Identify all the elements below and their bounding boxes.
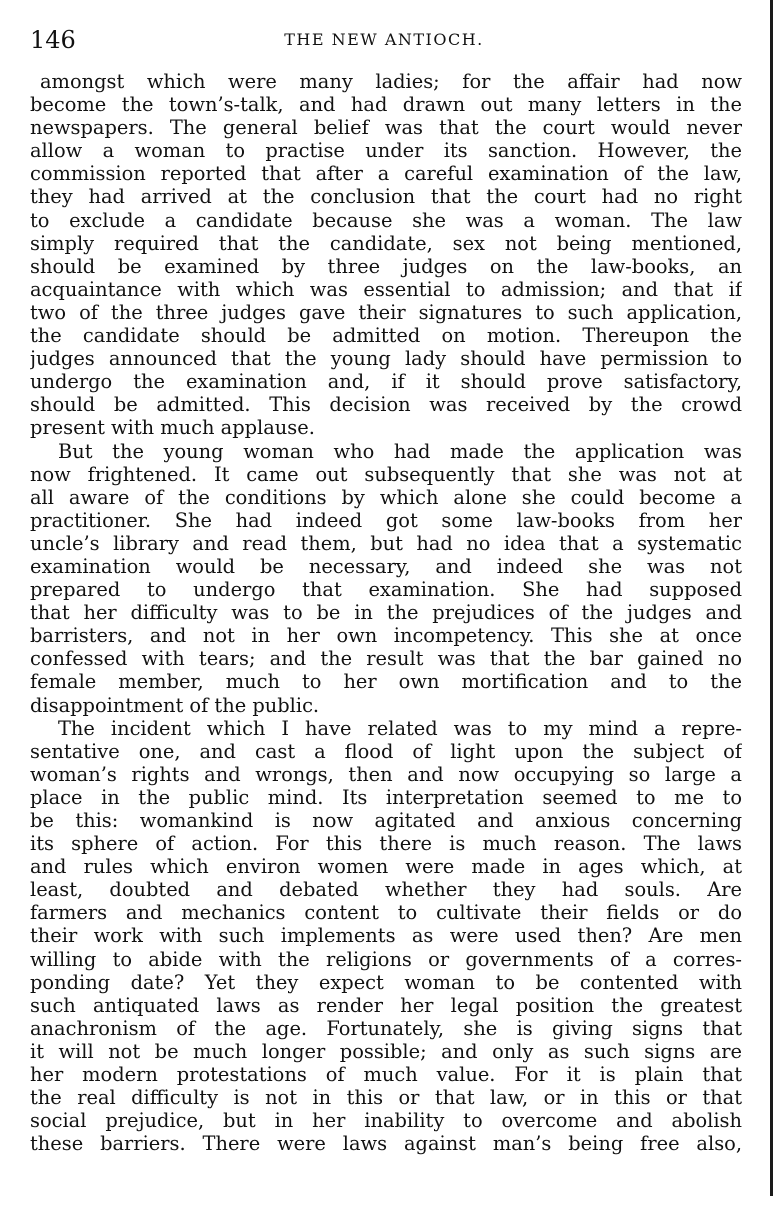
text-line: ponding date? Yet they expect woman to be contented with	[30, 970, 742, 994]
text-line: least, doubted and debated whether they had souls. Are	[30, 878, 742, 902]
text-line: woman’s rights and wrongs, then and now occupying so large a	[30, 762, 742, 786]
paragraph-end-line: disappointment of the public.	[30, 693, 320, 717]
text-line: examination would be necessary, and indeed she was not	[30, 554, 742, 578]
text-line: amongst which were many ladies; for the affair had now	[40, 70, 742, 93]
running-title: THE NEW ANTIOCH.	[284, 30, 484, 49]
page-edge-rule	[770, 0, 773, 1196]
text-line: uncle’s library and read them, but had no idea that a systematic	[30, 531, 742, 555]
text-line: to exclude a candidate because she was a woman. The law	[30, 208, 742, 232]
text-line: all aware of the conditions by which alone she could become a	[30, 485, 742, 509]
paragraph-end-line: present with much applause.	[30, 416, 315, 440]
body-text	[30, 70, 742, 1155]
text-line: should be examined by three judges on the law-books, an	[30, 254, 742, 278]
text-line: its sphere of action. For this there is much reason. The laws	[30, 832, 742, 856]
text-line: allow a woman to practise under its sanction. However, the	[30, 139, 742, 163]
text-line: confessed with tears; and the result was that the bar gained no	[30, 647, 742, 671]
text-line: judges announced that the young lady should have permission to	[30, 347, 742, 371]
text-line: simply required that the candidate, sex not being mentioned,	[30, 231, 742, 255]
text-line: these barriers. There were laws against man’s being free also,	[30, 1132, 742, 1156]
text-line: such antiquated laws as render her legal position the greatest	[30, 993, 742, 1017]
text-line: now frightened. It came out subsequently that she was not at	[30, 462, 742, 486]
text-line: the candidate should be admitted on motion. Thereupon the	[30, 324, 742, 348]
text-line: commission reported that after a careful examination of the law,	[30, 162, 742, 186]
text-line: sentative one, and cast a flood of light upon the subject of	[30, 739, 742, 763]
text-line: two of the three judges gave their signatures to such application,	[30, 300, 742, 324]
text-line: their work with such implements as were used then? Are men	[30, 924, 742, 948]
text-line: prepared to undergo that examination. She had supposed	[30, 578, 742, 602]
text-line: her modern protestations of much value. For it is plain that	[30, 1063, 742, 1087]
page-number: 146	[30, 26, 76, 54]
paragraph-start-line: But the young woman who had made the application was	[58, 439, 742, 463]
text-line: they had arrived at the conclusion that the court had no right	[30, 185, 742, 209]
text-line: undergo the examination and, if it should prove satisfactory,	[30, 370, 742, 394]
text-line: female member, much to her own mortification and to the	[30, 670, 742, 694]
text-line: become the town’s-talk, and had drawn out many letters in the	[30, 93, 742, 117]
text-line: it will not be much longer possible; and only as such signs are	[30, 1039, 742, 1063]
text-line: the real difficulty is not in this or that law, or in this or that	[30, 1086, 742, 1110]
paragraph-start-line: The incident which I have related was to my mind a repre-	[58, 716, 742, 740]
text-line: that her difficulty was to be in the prejudices of the judges and	[30, 601, 742, 625]
page-header	[30, 24, 738, 56]
text-line: farmers and mechanics content to cultivate their fields or do	[30, 901, 742, 925]
text-line: acquaintance with which was essential to admission; and that if	[30, 277, 742, 301]
text-line: practitioner. She had indeed got some law-books from her	[30, 508, 742, 532]
text-line: should be admitted. This decision was received by the crowd	[30, 393, 742, 417]
text-line: newspapers. The general belief was that the court would never	[30, 116, 742, 140]
text-line: and rules which environ women were made in ages which, at	[30, 855, 742, 879]
text-line: barristers, and not in her own incompetency. This she at once	[30, 624, 742, 648]
text-line: social prejudice, but in her inability to overcome and abolish	[30, 1109, 742, 1133]
text-line: willing to abide with the religions or governments of a corres-	[30, 947, 742, 971]
text-line: anachronism of the age. Fortunately, she is giving signs that	[30, 1016, 742, 1040]
text-line: place in the public mind. Its interpretation seemed to me to	[30, 785, 742, 809]
text-line: be this: womankind is now agitated and anxious concerning	[30, 809, 742, 832]
